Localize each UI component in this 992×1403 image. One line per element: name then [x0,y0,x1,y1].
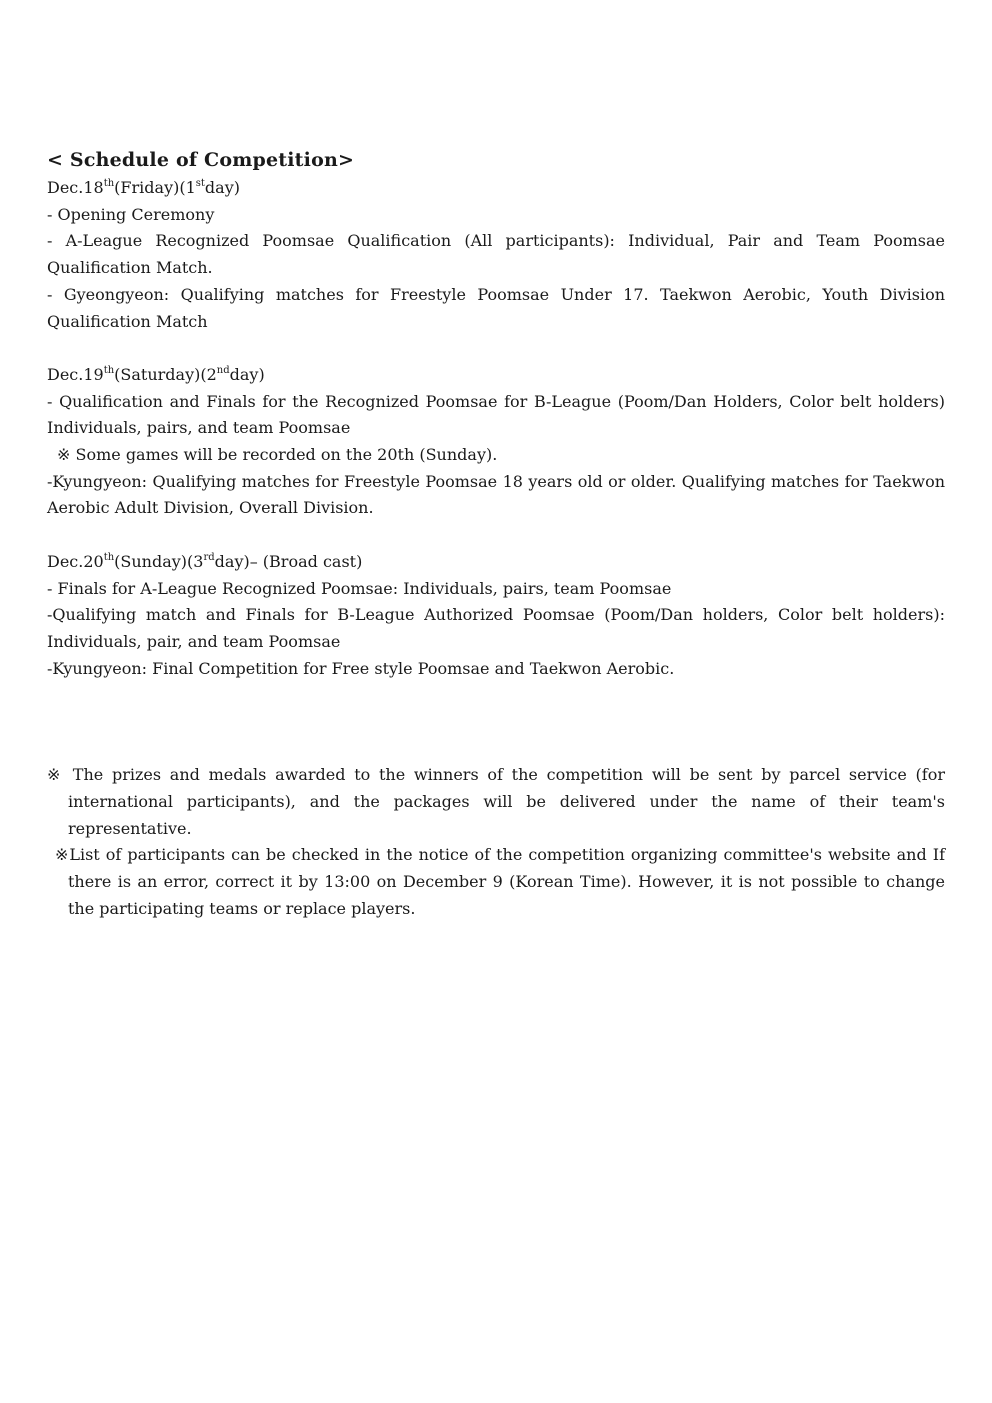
day-2-header-sup-ordinal: nd [216,364,230,376]
day-1-item-2: - A-League Recognized Poomsae Qualification (All participants): Individual, Pair and Team Poomsae Qualification Match. [47,231,945,278]
day-3-header [47,549,945,576]
day-2-header-mid: (Saturday)(2 [114,364,217,384]
day-1-header-sup-ordinal: st [195,178,205,189]
day-2-header-sup-date: th [103,364,115,376]
document-page [47,145,945,923]
spacer [47,522,945,549]
day-1-header-mid: (Friday)(1 [114,178,196,197]
day-2-header [47,362,945,389]
day-1-header-suffix: day) [204,178,240,197]
day-3-item-1: - Finals for A-League Recognized Poomsae: Individuals, pairs, team Poomsae [47,578,672,598]
day-3-header-prefix: Dec.20 [47,551,104,571]
day-3-header-suffix: day)– (Broad cast) [214,551,363,571]
note-prizes: ※ The prizes and medals awarded to the winners of the competition will be sent by parcel service (for international participants), and the packages will be delivered under the name of their team's representative. [47,765,945,838]
day-1-item-1: - Opening Ceremony [47,204,215,224]
day-1-header-sup-date: th [103,178,115,189]
day-1-item-3: - Gyeongyeon: Qualifying matches for Freestyle Poomsae Under 17. Taekwon Aerobic, Youth Division Qualification Match [47,284,945,331]
day-3-item-2: -Qualifying match and Finals for B-League Authorized Poomsae (Poom/Dan holders, Color belt holders): Individuals, pair, and team Poomsae [47,605,945,651]
day-1-header [47,175,945,202]
spacer [47,682,945,762]
day-3-item-3: -Kyungyeon: Final Competition for Free style Poomsae and Taekwon Aerobic. [47,658,675,678]
day-2-item-2: -Kyungyeon: Qualifying matches for Freestyle Poomsae 18 years old or older. Qualifying matches for Taekwon Aerobic Adult Division, Overall Division. [47,471,945,518]
page-title: < Schedule of Competition> [47,149,355,171]
day-3-header-sup-ordinal: rd [203,551,215,563]
day-2-header-suffix: day) [229,364,265,384]
day-1-header-prefix: Dec.18 [47,178,104,197]
day-2-header-prefix: Dec.19 [47,364,104,384]
note-participants-list: ※List of participants can be checked in the notice of the competition organizing committee's website and If there is an error, correct it by 13:00 on December 9 (Korean Time). However, it is not possible to change the participating teams or replace players. [55,845,945,918]
day-2-item-1: - Qualification and Finals for the Recognized Poomsae for B-League (Poom/Dan Holders, Color belt holders) Individuals, pairs, and team Poomsae [47,391,945,438]
day-3-header-mid: (Sunday)(3 [114,551,204,571]
day-2-note: ※ Some games will be recorded on the 20th (Sunday). [57,445,498,465]
spacer [47,335,945,362]
day-3-header-sup-date: th [103,551,115,563]
